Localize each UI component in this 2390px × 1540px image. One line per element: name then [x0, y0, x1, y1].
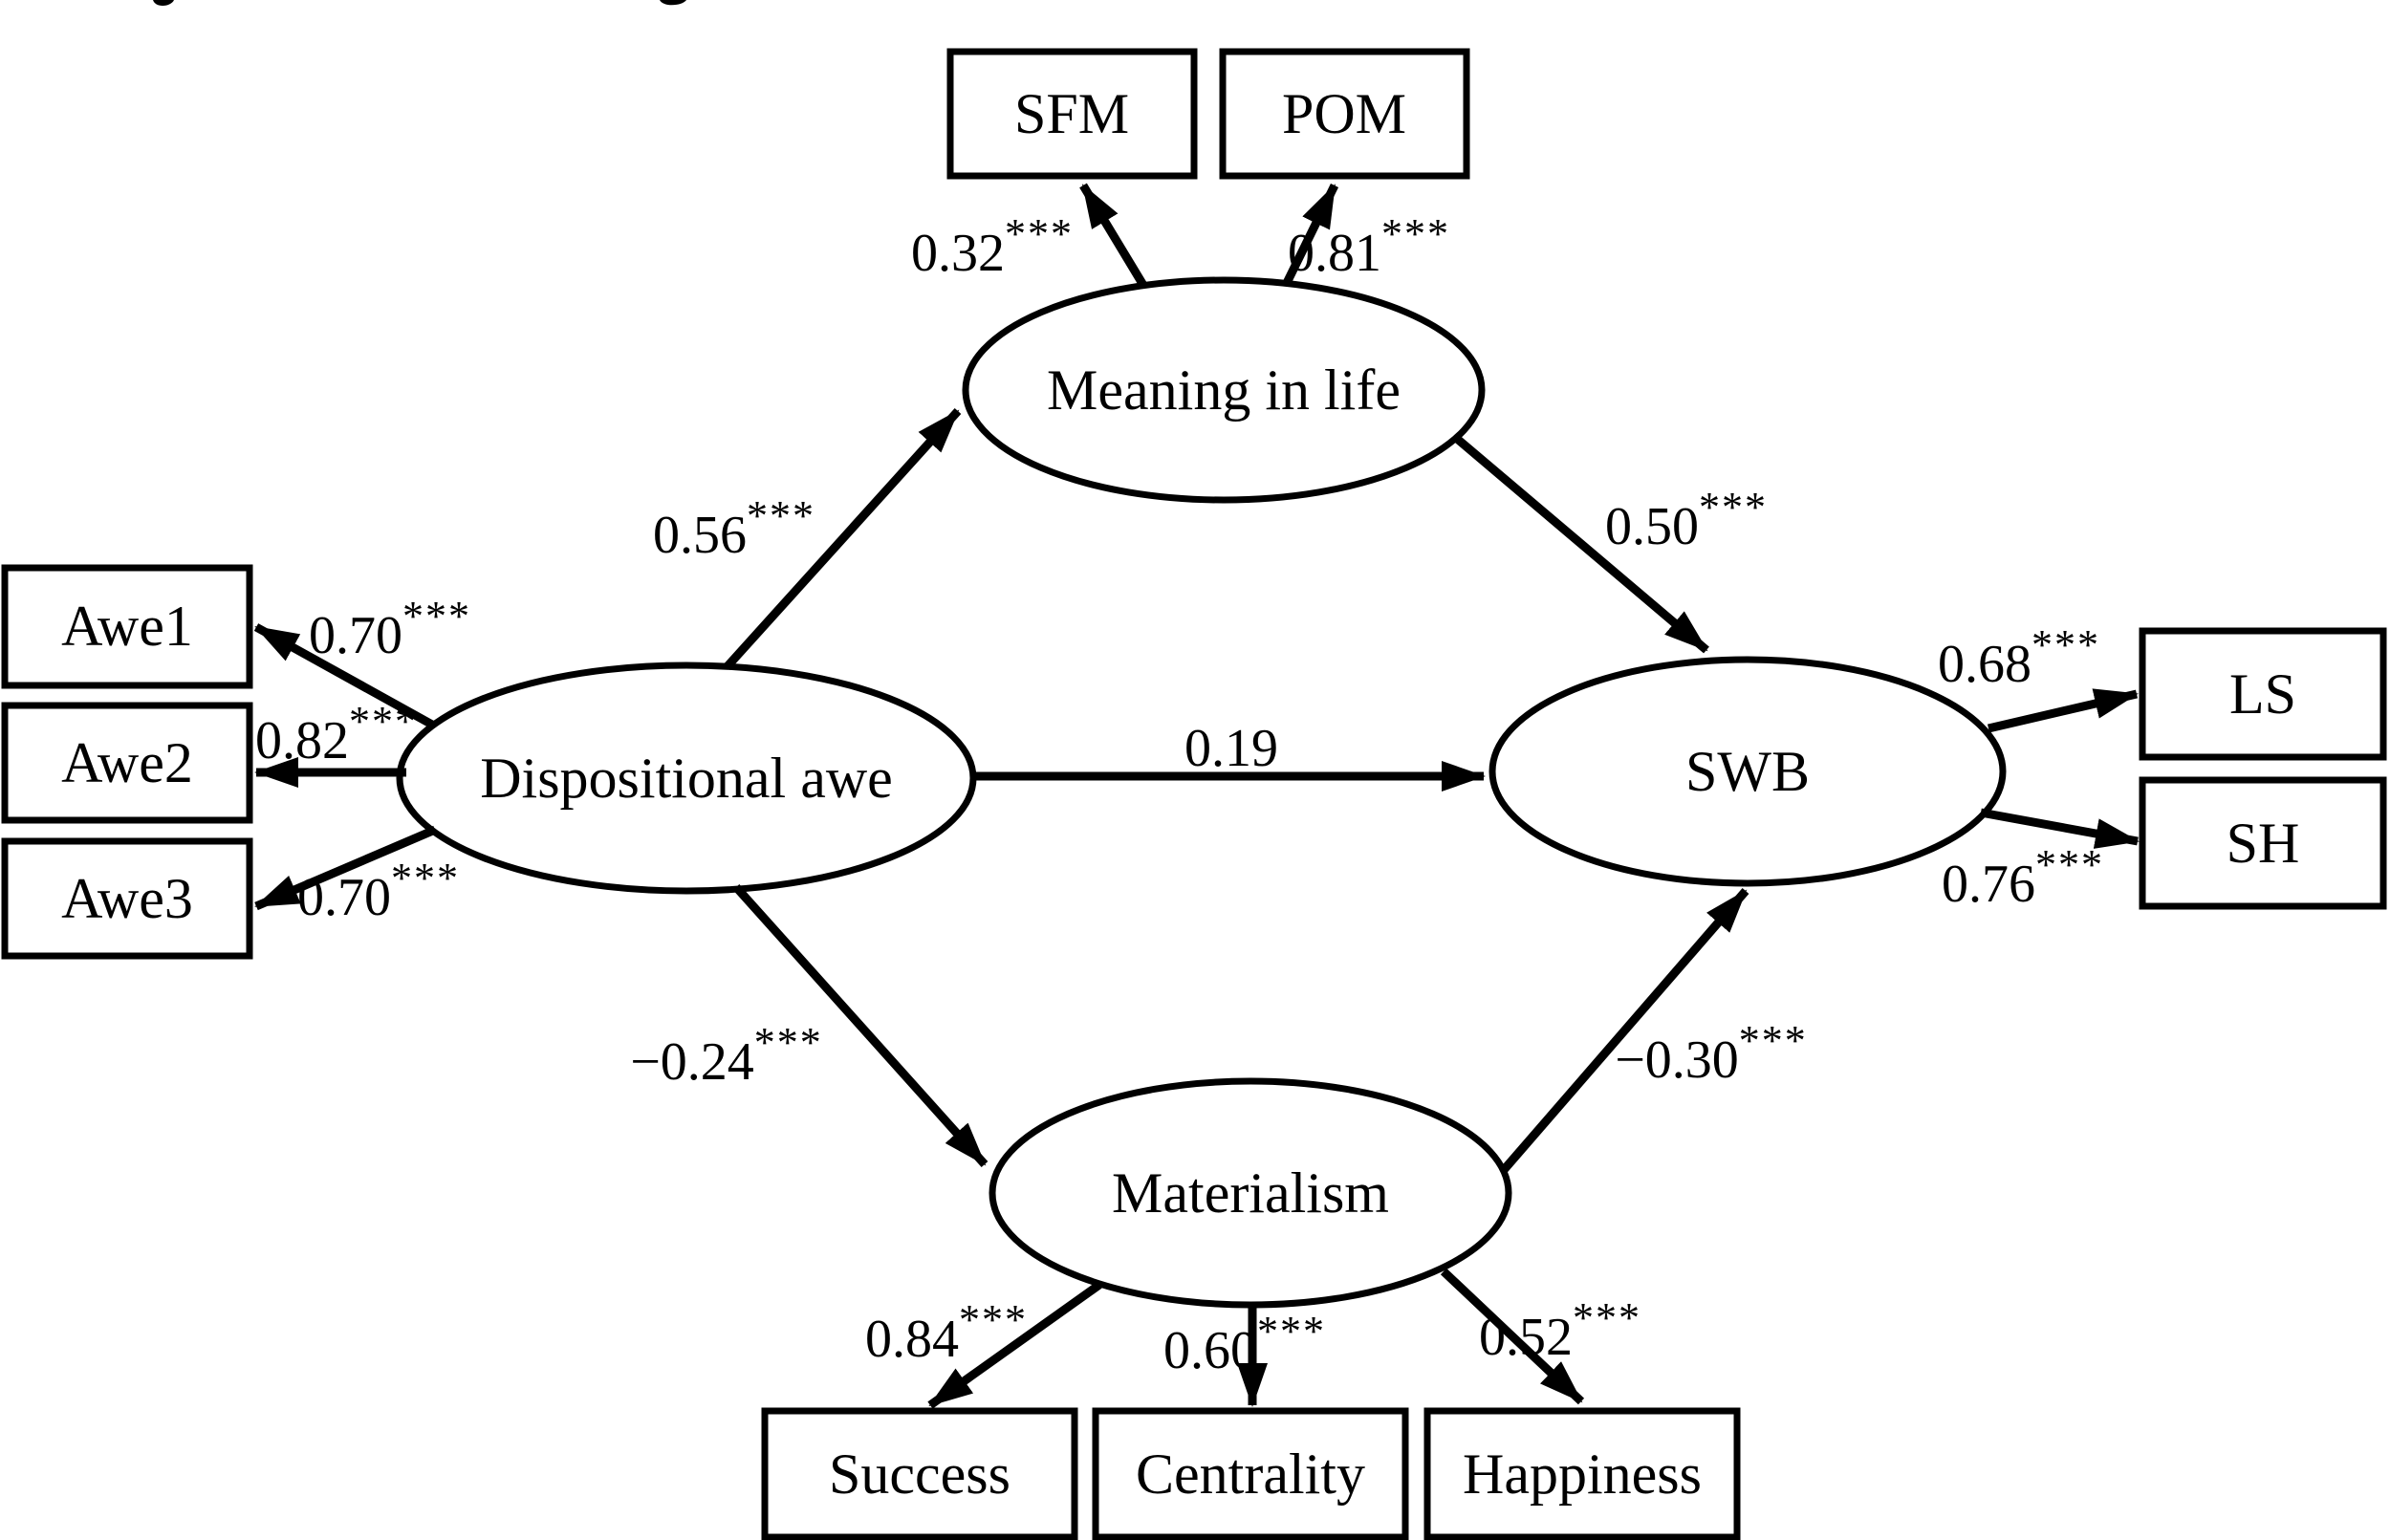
coef-awe-to-awe1	[309, 593, 471, 665]
coef-swb-to-sh	[1942, 841, 2104, 914]
coef-stars: ***	[1573, 1294, 1641, 1341]
coef-stars: ***	[349, 698, 418, 745]
coef-value: 0.84	[865, 1310, 959, 1369]
coef-value: 0.19	[1184, 719, 1278, 778]
coef-value: −0.24	[630, 1032, 754, 1092]
coef-value: 0.32	[911, 224, 1005, 283]
node-label-sfm: SFM	[1013, 82, 1130, 145]
coef-value: 0.70	[309, 606, 402, 665]
coef-meaning-to-sfm	[911, 210, 1074, 283]
coef-stars: ***	[753, 1019, 823, 1066]
coef-stars: ***	[2035, 841, 2104, 888]
coef-awe-to-swb	[1184, 708, 1278, 778]
node-label-awe: Dispositional awe	[480, 747, 893, 810]
node-label-success: Success	[829, 1442, 1010, 1506]
arrow-swb-to-sh	[1981, 813, 2138, 841]
coef-value: 0.60	[1163, 1321, 1257, 1380]
cropped-caption-fragment-left	[153, 0, 174, 6]
coef-stars: ***	[747, 492, 815, 539]
coef-materialism-to-swb	[1615, 1017, 1808, 1090]
node-label-sh: SH	[2226, 812, 2300, 875]
node-label-swb: SWB	[1684, 740, 1811, 803]
coef-value: 0.76	[1942, 855, 2035, 914]
coef-value: −0.30	[1615, 1030, 1739, 1090]
coef-stars: ***	[1257, 1308, 1326, 1355]
coef-value: 0.82	[255, 711, 349, 770]
arrow-meaning-to-sfm	[1083, 185, 1144, 287]
coef-stars: ***	[1738, 1017, 1808, 1064]
coef-awe-to-awe3	[297, 855, 460, 927]
coef-swb-to-ls	[1938, 621, 2100, 694]
coef-awe-to-materialism	[630, 1019, 823, 1092]
node-label-pom: POM	[1281, 82, 1407, 145]
coef-materialism-to-centrality	[1163, 1308, 1326, 1380]
node-label-materialism: Materialism	[1112, 1161, 1389, 1225]
coef-value: 0.56	[653, 506, 747, 565]
coef-stars: ***	[402, 593, 471, 640]
node-label-awe2: Awe2	[61, 731, 193, 794]
coef-awe-to-meaning	[653, 492, 815, 565]
coef-materialism-to-success	[865, 1296, 1028, 1369]
node-label-centrality: Centrality	[1136, 1442, 1365, 1506]
coef-stars: ***	[1005, 210, 1074, 257]
coef-materialism-to-happiness	[1479, 1294, 1641, 1367]
coef-value: 0.50	[1605, 497, 1699, 556]
coef-stars: ***	[1699, 484, 1768, 531]
coef-stars: ***	[2032, 621, 2100, 668]
arrow-swb-to-ls	[1988, 694, 2137, 728]
node-label-happiness: Happiness	[1463, 1442, 1702, 1506]
coef-value: 0.70	[297, 868, 391, 927]
node-label-awe1: Awe1	[61, 595, 193, 658]
coef-value: 0.68	[1938, 635, 2032, 694]
coef-stars: ***	[391, 855, 460, 901]
coef-stars: ***	[959, 1296, 1028, 1343]
node-label-meaning: Meaning in life	[1047, 358, 1401, 422]
coef-meaning-to-pom	[1288, 210, 1450, 283]
coef-meaning-to-swb	[1605, 484, 1768, 556]
node-label-ls: LS	[2228, 662, 2297, 726]
cropped-caption-fragment-right	[660, 0, 686, 5]
coef-awe-to-awe2	[255, 698, 418, 770]
coef-value: 0.52	[1479, 1308, 1573, 1367]
coef-stars: ***	[1381, 210, 1450, 257]
node-label-awe3: Awe3	[61, 867, 193, 930]
coef-value: 0.81	[1288, 224, 1381, 283]
